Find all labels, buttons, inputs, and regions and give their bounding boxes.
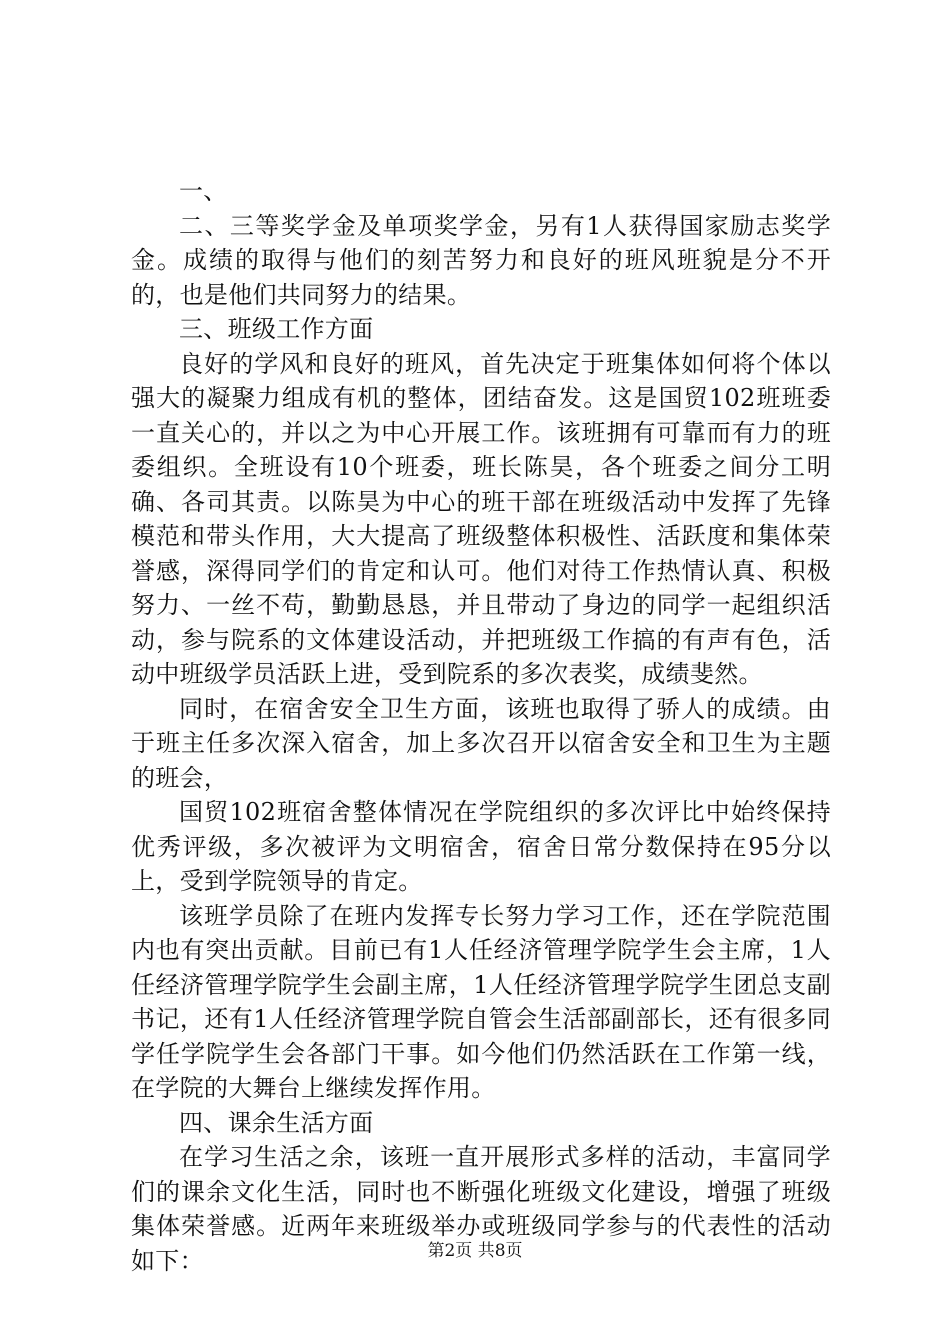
paragraph-dorm-safety: 同时，在宿舍安全卫生方面，该班也取得了骄人的成绩。由于班主任多次深入宿舍，加上多次召开以宿舍安全和卫生为主题的班会， — [131, 694, 831, 792]
paragraph-activities: 在学习生活之余，该班一直开展形式多样的活动，丰富同学们的课余文化生活，同时也不断强化班级文化建设，增强了班级集体荣誉感。近两年来班级举办或班级同学参与的代表性的活动如下： — [131, 1143, 831, 1275]
paragraph-heading-3: 三、班级工作方面 — [179, 315, 374, 343]
paragraph-class-work: 良好的学风和良好的班风，首先决定于班集体如何将个体以强大的凝聚力组成有机的整体，团结奋发。这是国贸102班班委一直关心的，并以之为中心开展工作。该班拥有可靠而有力的班委组织。全班设有10个班委，班长陈昊，各个班委之间分工明确、各司其责。以陈昊为中心的班干部在班级活动中发挥了先锋模范和带头作用，大大提高了班级整体积极性、活跃度和集体荣誉感，深得同学们的肯定和认可。他们对待工作热情认真、积极努力、一丝不苟，勤勤恳恳，并且带动了身边的同学一起组织活动，参与院系的文体建设活动，并把班级工作搞的有声有色，活动中班级学员活跃上进，受到院系的多次表奖，成绩斐然。 — [131, 349, 831, 688]
document-body — [131, 174, 831, 1278]
paragraph-student-union: 该班学员除了在班内发挥专长努力学习工作，还在学院范围内也有突出贡献。目前已有1人任经济管理学院学生会主席，1人任经济管理学院学生会副主席，1人任经济管理学院学生团总支副书记，还有1人任经济管理学院自管会生活部副部长，还有很多同学任学院学生会各部门干事。如今他们仍然活跃在工作第一线，在学院的大舞台上继续发挥作用。 — [131, 901, 831, 1102]
paragraph-scholarship: 二、三等奖学金及单项奖学金，另有1人获得国家励志奖学金。成绩的取得与他们的刻苦努力和良好的班风班貌是分不开的，也是他们共同努力的结果。 — [131, 211, 831, 309]
paragraph-heading-1: 一、 — [179, 177, 228, 205]
page-number-footer: 第2页 共8页 — [427, 1241, 523, 1261]
paragraph-heading-4: 四、课余生活方面 — [179, 1108, 374, 1137]
paragraph-dorm-rating: 国贸102班宿舍整体情况在学院组织的多次评比中始终保持优秀评级，多次被评为文明宿舍，宿舍日常分数保持在95分以上，受到学院领导的肯定。 — [131, 798, 831, 895]
